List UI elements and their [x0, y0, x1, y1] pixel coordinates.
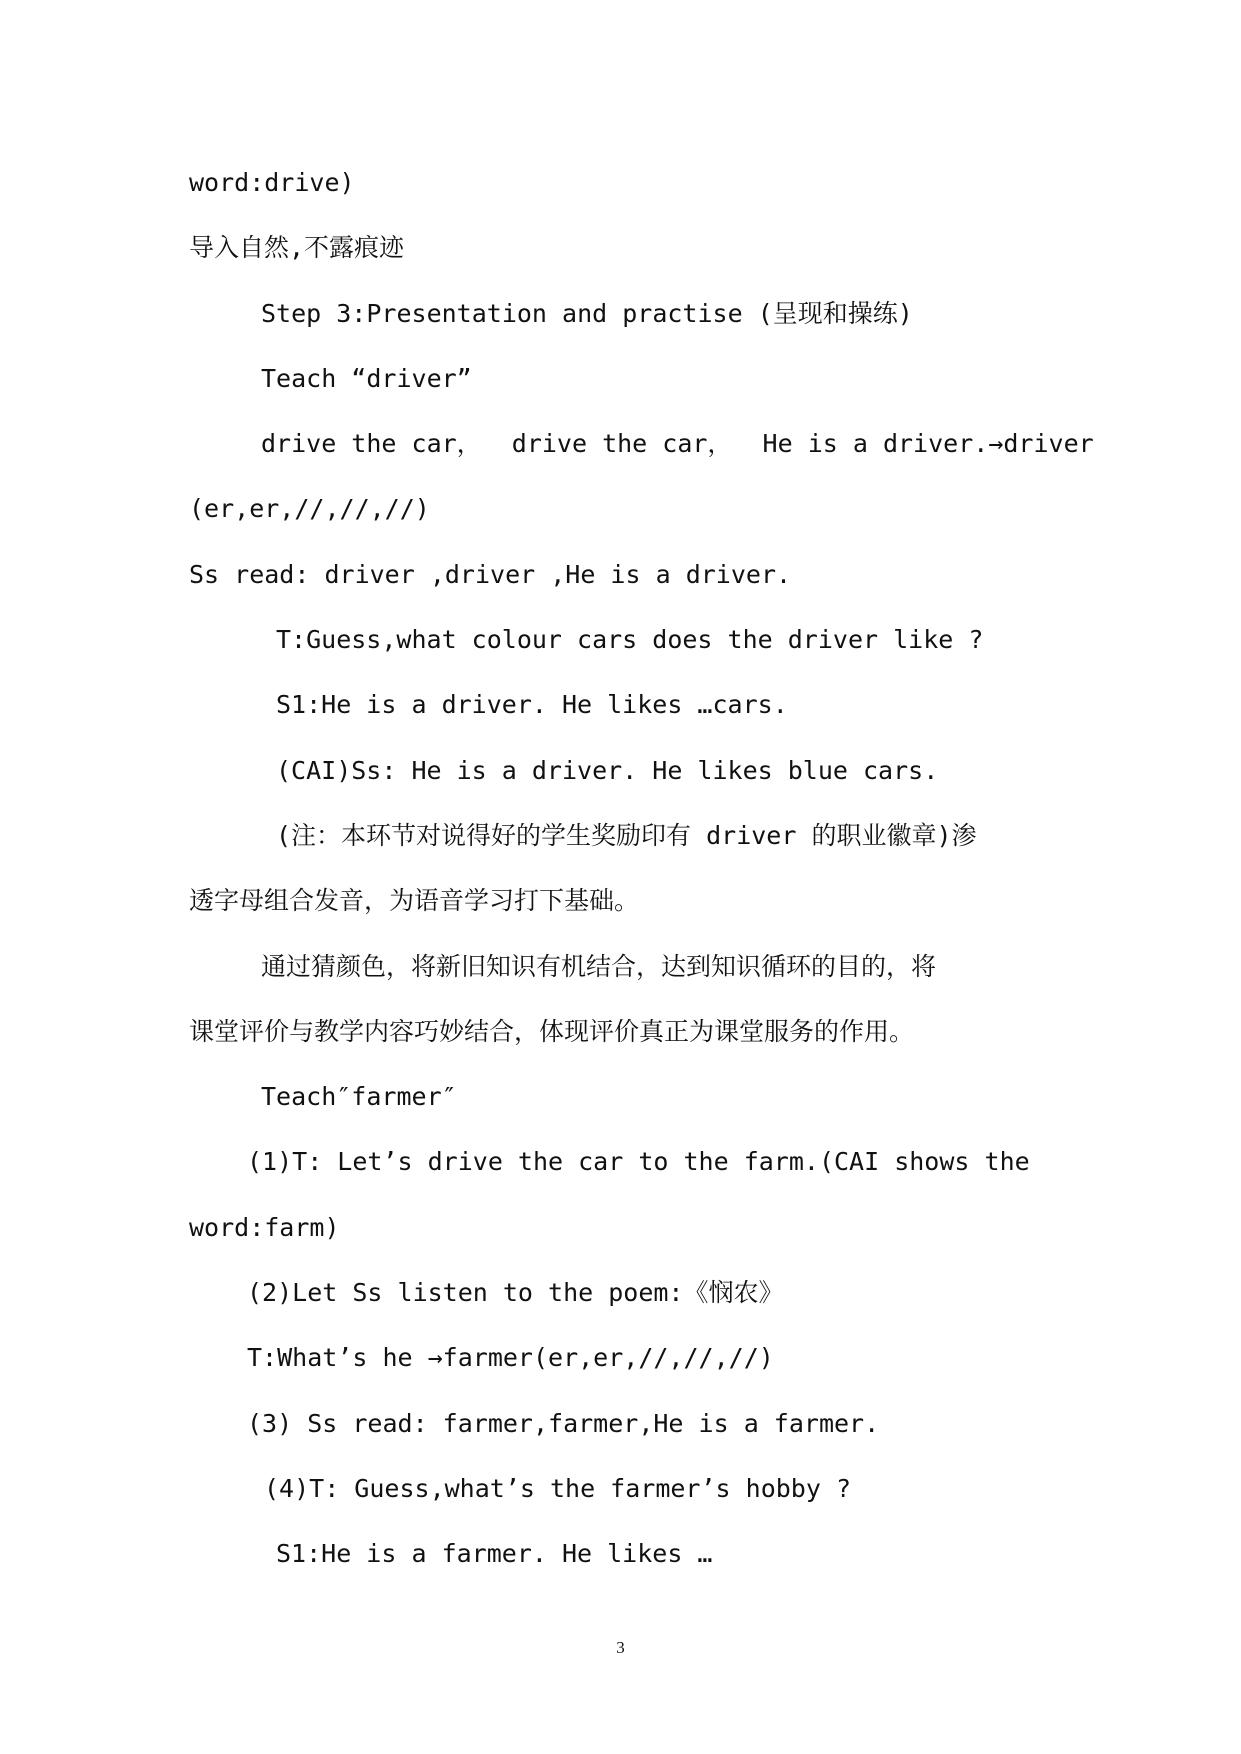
text-line: word:drive) — [189, 168, 355, 197]
step-heading: Step 3:Presentation and practise (呈现和操练) — [261, 298, 913, 328]
text-line: S1:He is a farmer. He likes … — [276, 1539, 713, 1569]
text-line: 透字母组合发音，为语音学习打下基础。 — [189, 886, 640, 916]
text-line: 导入自然,不露痕迹 — [189, 233, 405, 263]
text-line: (注：本环节对说得好的学生奖励印有 driver 的职业徽章)渗 — [276, 820, 977, 850]
text-line: word:farm) — [189, 1212, 340, 1242]
text-line: Teach″farmer″ — [261, 1082, 457, 1112]
text-line: 课堂评价与教学内容巧妙结合，体现评价真正为课堂服务的作用。 — [189, 1016, 915, 1046]
text-line: T:Guess,what colour cars does the driver like ? — [276, 625, 984, 655]
text-line: (4)T: Guess,what’s the farmer’s hobby ? — [264, 1473, 851, 1503]
text-line: 通过猜颜色，将新旧知识有机结合，达到知识循环的目的，将 — [261, 951, 937, 981]
page-number: 3 — [616, 1638, 625, 1657]
text-line: (er,er,//,//,//) — [189, 494, 430, 524]
text-line: Ss read: driver ,driver ,He is a driver. — [189, 559, 792, 589]
document-body — [0, 150, 1241, 1587]
text-line: drive the car， drive the car， He is a driver.→driver — [261, 429, 1094, 459]
text-line: (CAI)Ss: He is a driver. He likes blue cars. — [276, 755, 939, 785]
text-line: Teach “driver” — [261, 363, 472, 393]
text-line: T:What’s he →farmer(er,er,//,//,//) — [247, 1343, 774, 1373]
text-line: S1:He is a driver. He likes …cars. — [276, 690, 788, 720]
text-line: (3) Ss read: farmer,farmer,He is a farmer. — [247, 1408, 880, 1438]
text-line: (2)Let Ss listen to the poem:《悯农》 — [247, 1278, 784, 1308]
text-line: (1)T: Let’s drive the car to the farm.(CAI shows the — [247, 1147, 1030, 1177]
